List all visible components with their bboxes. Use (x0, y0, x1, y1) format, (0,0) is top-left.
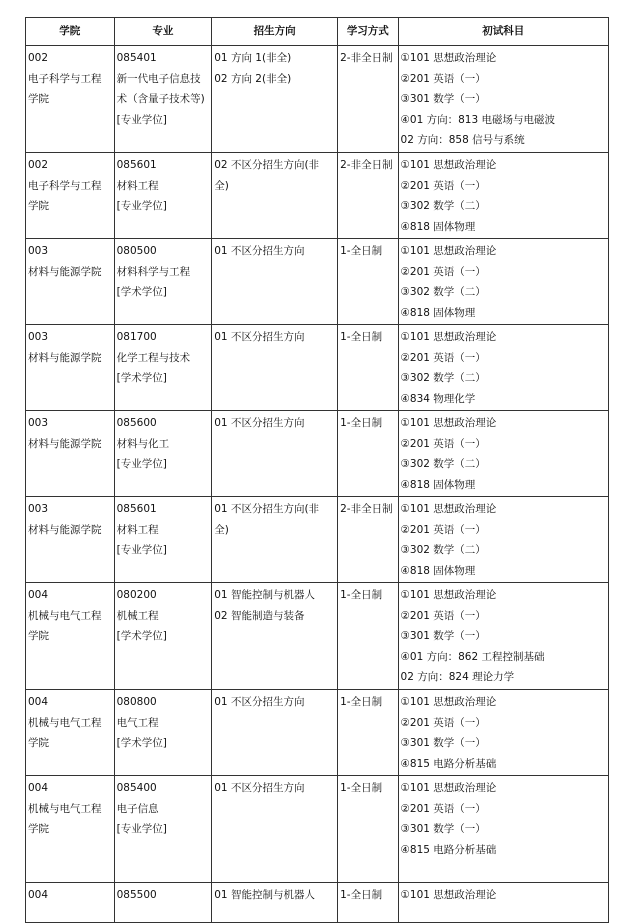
cell-line: ②201 英语（一） (400, 437, 486, 450)
cell-line: 002 (28, 159, 49, 171)
cell-line: 材料工程 (116, 523, 159, 536)
direction-cell (212, 883, 338, 923)
table-row (26, 153, 609, 239)
cell-line: [学术学位] (116, 372, 167, 384)
cell-line: ①101 思想政治理论 (400, 331, 497, 343)
cell-line: 材料与能源学院 (28, 523, 102, 536)
table-row (26, 411, 609, 497)
cell-line: [专业学位] (116, 823, 167, 835)
major-cell (114, 153, 212, 239)
cell-line: ①101 思想政治理论 (400, 589, 497, 601)
cell-line: ④01 方向：813 电磁场与电磁波 (400, 113, 556, 126)
cell-line: ④818 固体物理 (400, 564, 476, 577)
cell-line: ③301 数学（一） (400, 93, 486, 105)
cell-line: 085601 (116, 159, 157, 171)
college-cell (26, 411, 115, 497)
major-cell (114, 239, 212, 325)
cell-line: 085600 (116, 417, 157, 429)
college-cell (26, 497, 115, 583)
major-cell (114, 883, 212, 923)
table-header-row (26, 18, 609, 46)
college-cell (26, 46, 115, 153)
study-mode-cell (338, 690, 398, 776)
cell-line: 01 不区分招生方向 (214, 245, 305, 257)
cell-line: 004 (28, 696, 49, 708)
exam-subjects-cell (398, 776, 608, 883)
cell-line: ③302 数学（二） (400, 286, 486, 298)
cell-line: 01 不区分招生方向 (214, 417, 305, 429)
study-mode-cell (338, 46, 398, 153)
cell-line: 机械与电气工程 (28, 609, 102, 622)
cell-line: 002 (28, 52, 49, 64)
major-cell (114, 776, 212, 883)
cell-line: ②201 英语（一） (400, 523, 486, 536)
table-row (26, 497, 609, 583)
direction-cell (212, 583, 338, 690)
cell-line: [专业学位] (116, 200, 167, 212)
cell-line: 术（含量子技术等) (116, 93, 205, 105)
table-row (26, 325, 609, 411)
study-mode-cell (338, 883, 398, 923)
exam-subjects-cell (398, 153, 608, 239)
cell-line: 学院 (28, 630, 49, 642)
cell-line: ①101 思想政治理论 (400, 159, 497, 171)
cell-line: 2-非全日制 (340, 52, 393, 64)
cell-line: 02 智能制造与装备 (214, 609, 305, 622)
direction-cell (212, 239, 338, 325)
cell-line: 2-非全日制 (340, 159, 393, 171)
cell-line: 1-全日制 (340, 331, 383, 343)
major-cell (114, 583, 212, 690)
cell-line: ④818 固体物理 (400, 220, 476, 233)
study-mode-cell (338, 497, 398, 583)
cell-line: 电子科学与工程 (28, 72, 102, 85)
cell-line: 004 (28, 589, 49, 601)
header-college: 学院 (26, 18, 115, 46)
cell-line: ①101 思想政治理论 (400, 889, 497, 901)
cell-line: ④818 固体物理 (400, 306, 476, 319)
cell-line: 01 智能控制与机器人 (214, 889, 315, 901)
study-mode-cell (338, 325, 398, 411)
cell-line: ④834 物理化学 (400, 392, 476, 405)
cell-line: ①101 思想政治理论 (400, 782, 497, 794)
cell-line: ②201 英语（一） (400, 802, 486, 815)
direction-cell (212, 411, 338, 497)
cell-line: ④01 方向：862 工程控制基础 (400, 650, 545, 663)
exam-subjects-cell (398, 46, 608, 153)
cell-line: 1-全日制 (340, 417, 383, 429)
cell-line: ③302 数学（二） (400, 372, 486, 384)
major-cell (114, 497, 212, 583)
cell-line: 080800 (116, 696, 157, 708)
exam-subjects-cell (398, 325, 608, 411)
cell-line: ③302 数学（二） (400, 544, 486, 556)
table-row (26, 883, 609, 923)
college-cell (26, 583, 115, 690)
cell-line: 003 (28, 417, 49, 429)
direction-cell (212, 497, 338, 583)
cell-line: 全) (214, 179, 229, 192)
exam-subjects-cell (398, 497, 608, 583)
cell-line: 材料与能源学院 (28, 437, 102, 450)
cell-line: ③302 数学（二） (400, 200, 486, 212)
cell-line: 机械与电气工程 (28, 802, 102, 815)
cell-line: 1-全日制 (340, 889, 383, 901)
cell-line: 085500 (116, 889, 157, 901)
cell-line: ②201 英语（一） (400, 72, 486, 85)
study-mode-cell (338, 153, 398, 239)
admissions-table (25, 17, 609, 923)
college-cell (26, 325, 115, 411)
cell-line: 学院 (28, 93, 49, 105)
cell-line: 电子信息 (116, 802, 159, 815)
table-row (26, 46, 609, 153)
cell-line: 02 方向：858 信号与系统 (400, 134, 525, 146)
cell-line: 学院 (28, 737, 49, 749)
exam-subjects-cell (398, 239, 608, 325)
table-row (26, 690, 609, 776)
cell-line: 材料科学与工程 (116, 265, 191, 278)
study-mode-cell (338, 583, 398, 690)
direction-cell (212, 776, 338, 883)
cell-line: 材料与能源学院 (28, 265, 102, 278)
cell-line: ②201 英语（一） (400, 716, 486, 729)
exam-subjects-cell (398, 883, 608, 923)
cell-line: 2-非全日制 (340, 503, 393, 515)
cell-line: 化学工程与技术 (116, 351, 191, 364)
college-cell (26, 690, 115, 776)
major-cell (114, 690, 212, 776)
cell-line: [专业学位] (116, 544, 167, 556)
header-major: 专业 (114, 18, 212, 46)
cell-line: 003 (28, 245, 49, 257)
cell-line: 全) (214, 523, 229, 536)
cell-line: ②201 英语（一） (400, 179, 486, 192)
cell-line: 01 不区分招生方向 (214, 331, 305, 343)
cell-line: 学院 (28, 200, 49, 212)
cell-line: 02 不区分招生方向(非 (214, 159, 320, 171)
cell-line: 081700 (116, 331, 157, 343)
table-row (26, 583, 609, 690)
cell-line: 085401 (116, 52, 157, 64)
cell-line: 新一代电子信息技 (116, 72, 201, 85)
study-mode-cell (338, 776, 398, 883)
cell-line: ①101 思想政治理论 (400, 245, 497, 257)
cell-line: 02 方向：824 理论力学 (400, 671, 515, 683)
header-study-mode: 学习方式 (338, 18, 398, 46)
cell-line: 1-全日制 (340, 696, 383, 708)
table-row (26, 239, 609, 325)
cell-line: ②201 英语（一） (400, 609, 486, 622)
cell-line: 01 不区分招生方向 (214, 782, 305, 794)
cell-line: 01 方向 1(非全) (214, 52, 292, 64)
cell-line: [学术学位] (116, 737, 167, 749)
cell-line: 材料与能源学院 (28, 351, 102, 364)
cell-line: 080200 (116, 589, 157, 601)
direction-cell (212, 690, 338, 776)
cell-line: 材料工程 (116, 179, 159, 192)
cell-line: [专业学位] (116, 113, 167, 126)
cell-line: ③301 数学（一） (400, 823, 486, 835)
major-cell (114, 46, 212, 153)
cell-line: 1-全日制 (340, 245, 383, 257)
exam-subjects-cell (398, 411, 608, 497)
table-body (26, 46, 609, 923)
cell-line: ②201 英语（一） (400, 265, 486, 278)
cell-line: [学术学位] (116, 286, 167, 298)
header-direction: 招生方向 (212, 18, 338, 46)
cell-line: 机械与电气工程 (28, 716, 102, 729)
exam-subjects-cell (398, 583, 608, 690)
study-mode-cell (338, 239, 398, 325)
cell-line: ③301 数学（一） (400, 630, 486, 642)
college-cell (26, 153, 115, 239)
cell-line: ①101 思想政治理论 (400, 696, 497, 708)
cell-line: ④815 电路分析基础 (400, 757, 497, 770)
major-cell (114, 325, 212, 411)
exam-subjects-cell (398, 690, 608, 776)
cell-line: 01 不区分招生方向(非 (214, 503, 320, 515)
admissions-table-container (25, 17, 609, 923)
cell-line: 01 不区分招生方向 (214, 696, 305, 708)
direction-cell (212, 46, 338, 153)
major-cell (114, 411, 212, 497)
college-cell (26, 239, 115, 325)
cell-line: [学术学位] (116, 630, 167, 642)
cell-line: ①101 思想政治理论 (400, 52, 497, 64)
cell-line: 01 智能控制与机器人 (214, 589, 315, 601)
cell-line: 材料与化工 (116, 437, 170, 450)
direction-cell (212, 153, 338, 239)
cell-line: 机械工程 (116, 609, 159, 622)
cell-line: 003 (28, 331, 49, 343)
cell-line: 电气工程 (116, 716, 159, 729)
direction-cell (212, 325, 338, 411)
cell-line: ③301 数学（一） (400, 737, 486, 749)
cell-line: 02 方向 2(非全) (214, 72, 292, 85)
cell-line: 085400 (116, 782, 157, 794)
cell-line: ①101 思想政治理论 (400, 503, 497, 515)
cell-line: 004 (28, 782, 49, 794)
cell-line: 学院 (28, 823, 49, 835)
cell-line: 085601 (116, 503, 157, 515)
table-row (26, 776, 609, 883)
study-mode-cell (338, 411, 398, 497)
cell-line: 1-全日制 (340, 782, 383, 794)
cell-line: ④815 电路分析基础 (400, 843, 497, 856)
cell-line: 电子科学与工程 (28, 179, 102, 192)
cell-line: 003 (28, 503, 49, 515)
cell-line: [专业学位] (116, 458, 167, 470)
cell-line: 080500 (116, 245, 157, 257)
cell-line: ③302 数学（二） (400, 458, 486, 470)
cell-line: 1-全日制 (340, 589, 383, 601)
header-exam-subjects: 初试科目 (398, 18, 608, 46)
college-cell (26, 776, 115, 883)
cell-line: ①101 思想政治理论 (400, 417, 497, 429)
cell-line: ④818 固体物理 (400, 478, 476, 491)
cell-line: ②201 英语（一） (400, 351, 486, 364)
cell-line: 004 (28, 889, 49, 901)
college-cell (26, 883, 115, 923)
